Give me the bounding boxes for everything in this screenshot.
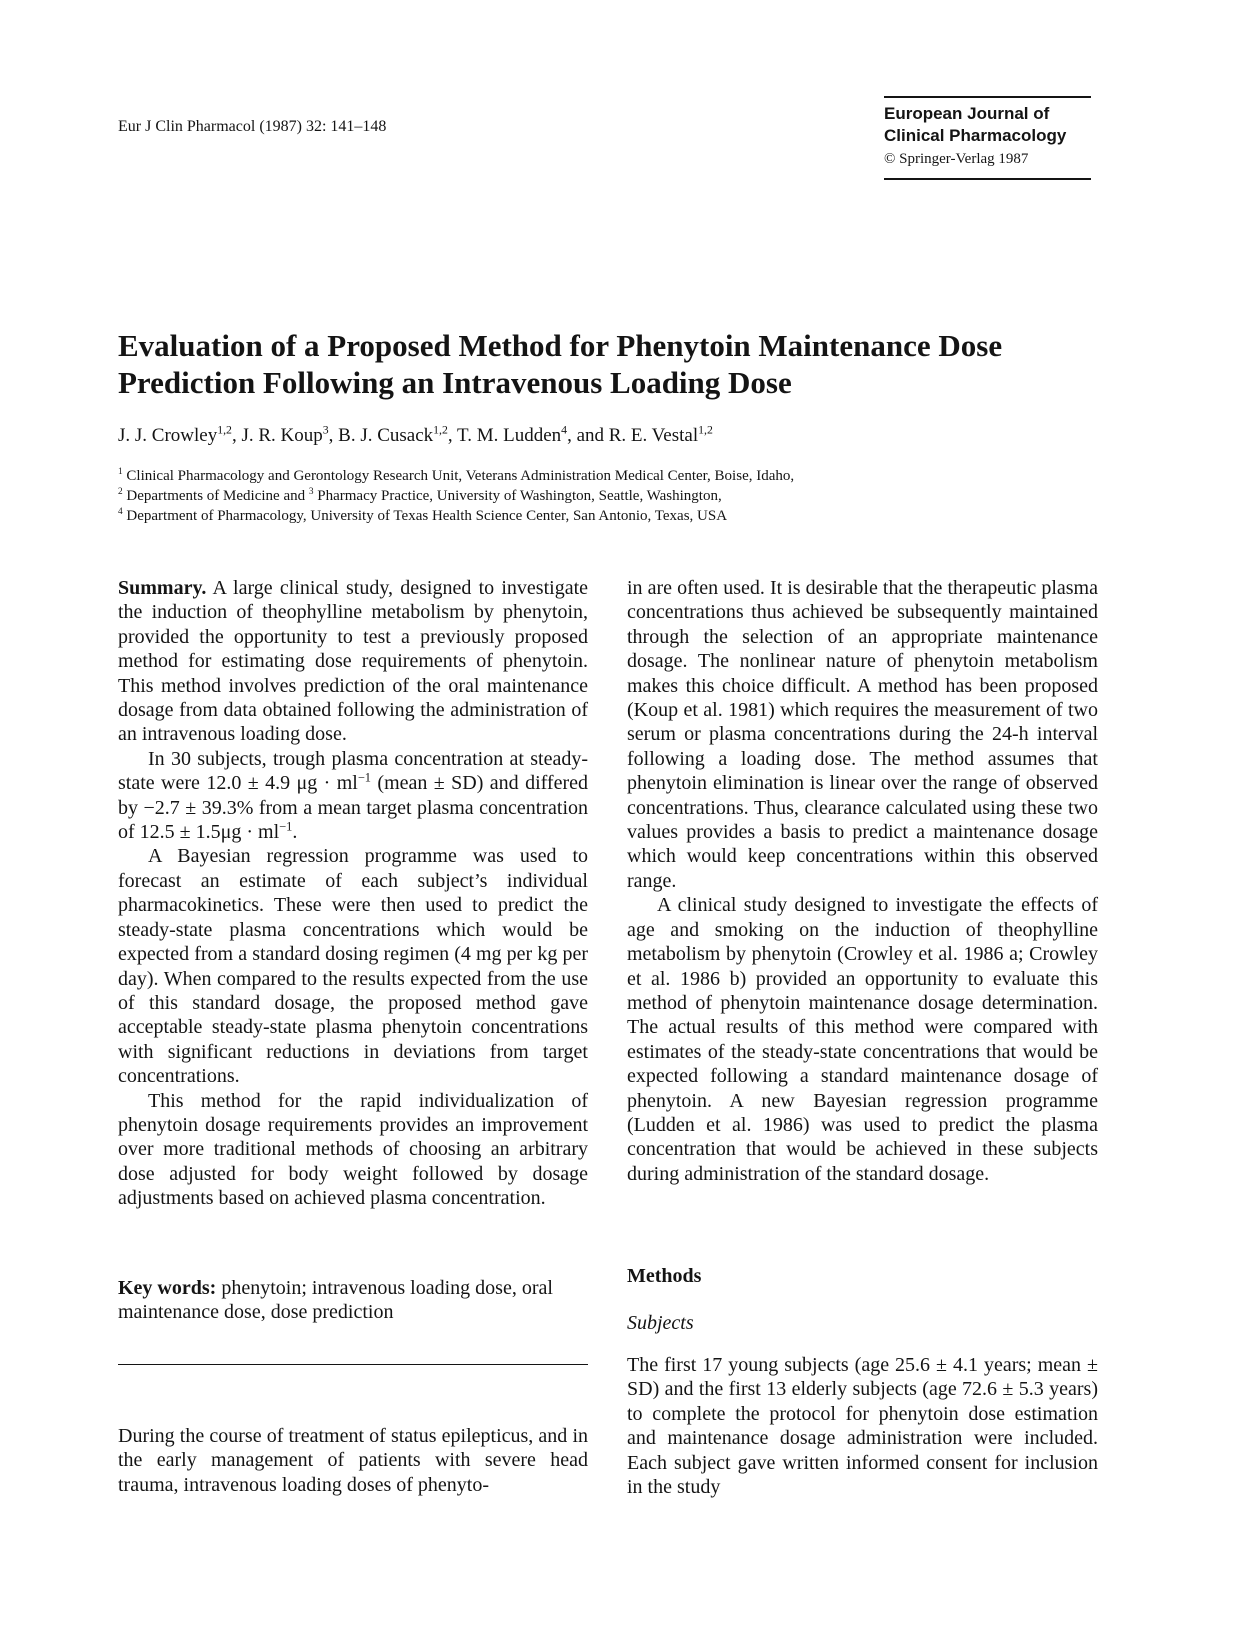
subjects-subheading: Subjects: [627, 1312, 694, 1334]
journal-name-line1: European Journal of: [884, 104, 1050, 123]
author-separator: , and: [567, 425, 609, 446]
author-name: B. J. Cusack: [338, 425, 434, 446]
affiliation-text: Departments of Medicine and: [122, 488, 309, 504]
affiliation-text: Clinical Pharmacology and Gerontology Research Unit, Veterans Administration Medical Center, Boise, Idaho,: [122, 468, 795, 484]
subjects-section: [627, 1353, 1098, 1499]
title-line-1: Evaluation of a Proposed Method for Phenytoin Maintenance Dose: [118, 328, 1003, 363]
summary-paragraph: This method for the rapid individualization of phenytoin dosage requirements provides an improvement over more traditional methods of choosing an arbitrary dose adjusted for body weight followed by dosage adjustments based on achieved plasma concentration.: [118, 1089, 588, 1210]
author-affiliation-marker: 1,2: [433, 423, 448, 437]
article-title: [118, 327, 1118, 401]
affiliation-marker: 4: [118, 507, 123, 517]
author-affiliation-marker: 4: [561, 423, 568, 437]
summary-text: In 30 subjects, trough plasma concentration at steady-state were 12.0 ± 4.9 μg · ml: [118, 747, 588, 795]
summary-paragraph: A Bayesian regression programme was used to forecast an estimate of each subject’s individual pharmacokinetics. These were then used to predict the steady-state plasma concentrations which would be expected from a standard dosing regimen (4 mg per kg per day). When compared to the results expected from the use of this standard dosage, the proposed method gave acceptable steady-state plasma phenytoin concentrations with significant reductions in deviations from target concentrations.: [118, 845, 588, 1088]
introduction-section: [118, 1424, 588, 1497]
summary-section: [118, 576, 588, 1211]
methods-heading: Methods: [627, 1265, 702, 1287]
copyright-notice: © Springer-Verlag 1987: [884, 151, 1029, 167]
summary-text: A large clinical study, designed to investigate the induction of theophylline metabolism by phenytoin, provided the opportunity to test a previously proposed method for estimating dose requirements of phenytoin. This method involves prediction of the oral maintenance dosage from data obtained following the administration of an intravenous loading dose.: [118, 577, 589, 746]
affiliation-list: [118, 466, 1118, 526]
affiliation-marker: 2: [118, 487, 123, 497]
affiliation-text: Department of Pharmacology, University of Texas Health Science Center, San Antonio, Texas, USA: [122, 508, 728, 524]
unit-exponent: −1: [279, 819, 293, 834]
affiliation: [118, 486, 1118, 506]
journal-masthead: [884, 96, 1091, 180]
author-affiliation-marker: 1,2: [698, 423, 713, 437]
body-paragraph: A clinical study designed to investigate the effects of age and smoking on the induction of theophylline metabolism by phenytoin (Crowley et al. 1986 a; Crowley et al. 1986 b) provided an opportunity to evaluate this method of phenytoin maintenance dosage determination. The actual results of this method were compared with estimates of the steady-state concentrations that would be expected following a standard maintenance dosage of phenytoin. A new Bayesian regression programme (Ludden et al. 1986) was used to predict the plasma concentration that would be achieved in these subjects during administration of the standard dosage.: [627, 894, 1098, 1185]
summary-text: (mean ± SD) and differed by −2.7 ± 39.3% from a mean target plasma concentration of 12.5 ± 1.5μg · ml: [118, 772, 588, 844]
author-name: J. J. Crowley: [118, 425, 218, 446]
title-line-2: Prediction Following an Intravenous Loading Dose: [118, 365, 792, 400]
introduction-paragraph: During the course of treatment of status epilepticus, and in the early management of patients with severe head trauma, intravenous loading doses of phenyto-: [118, 1425, 588, 1496]
author-affiliation-marker: 3: [322, 423, 329, 437]
body-paragraph: in are often used. It is desirable that the therapeutic plasma concentrations thus achieved be subsequently maintained through the selection of an appropriate maintenance dosage. The nonlinear nature of phenytoin metabolism makes this choice difficult. A method has been proposed (Koup et al. 1981) which requires the measurement of two serum or plasma concentrations during the 24-h interval following a loading dose. The method assumes that phenytoin elimination is linear over the range of observed concentrations. Thus, clearance calculated using these two values provides a basis to predict a maintenance dosage which would keep concentrations within this observed range.: [627, 577, 1098, 892]
affiliation-marker: 1: [118, 467, 123, 477]
affiliation: [118, 506, 1118, 526]
author-name: T. M. Ludden: [457, 425, 562, 446]
summary-text: .: [292, 821, 298, 844]
author-name: J. R. Koup: [241, 425, 323, 446]
subjects-paragraph: The first 17 young subjects (age 25.6 ± 4.1 years; mean ± SD) and the first 13 elderly subjects (age 72.6 ± 5.3 years) to complete the protocol for phenytoin dose estimation and maintenance dosage administration were included. Each subject gave written informed consent for inclusion in the study: [627, 1354, 1098, 1499]
summary-label: Summary.: [118, 577, 207, 599]
journal-citation: Eur J Clin Pharmacol (1987) 32: 141–148: [118, 118, 387, 135]
keywords-section: [118, 1276, 588, 1325]
journal-name-line2: Clinical Pharmacology: [884, 126, 1067, 145]
keywords-paragraph: [118, 1276, 588, 1325]
affiliation: [118, 466, 1118, 486]
author-name: R. E. Vestal: [608, 425, 699, 446]
keywords-text: phenytoin; intravenous loading dose, oral maintenance dose, dose prediction: [118, 1277, 553, 1324]
summary-paragraph: [118, 747, 588, 845]
affiliation-text: Pharmacy Practice, University of Washington, Seattle, Washington,: [313, 488, 722, 504]
affiliation-marker: 3: [308, 487, 314, 497]
keywords-label: Key words:: [118, 1277, 217, 1299]
author-affiliation-marker: 1,2: [217, 423, 232, 437]
section-divider: [118, 1364, 588, 1365]
summary-paragraph: [118, 576, 588, 747]
unit-exponent: −1: [357, 770, 371, 785]
author-separator: ,: [328, 425, 339, 446]
author-separator: ,: [447, 425, 458, 446]
author-separator: ,: [231, 425, 242, 446]
introduction-continued: [627, 576, 1098, 1186]
author-list: [118, 425, 713, 447]
